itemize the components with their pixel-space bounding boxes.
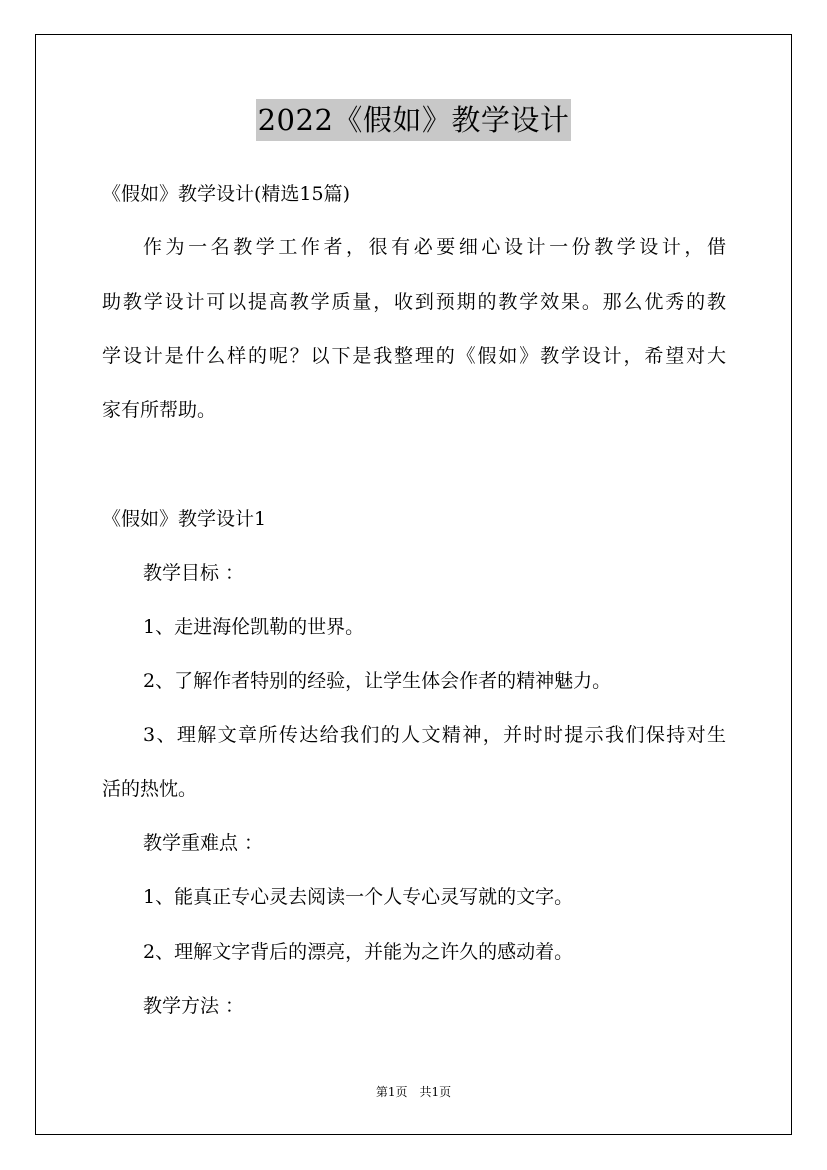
objective-1: 1、走进海伦凯勒的世界。 — [143, 616, 365, 638]
intro-line-2: 助教学设计可以提高教学质量，收到预期的教学效果。那么优秀的教 — [102, 291, 726, 313]
objective-3-line-1: 3、理解文章所传达给我们的人文精神，并时时提示我们保持对生 — [143, 724, 726, 746]
objectives-label: 教学目标 ： — [143, 562, 245, 584]
intro-line-3: 学设计是什么样的呢？以下是我整理的《假如》教学设计，希望对大 — [102, 345, 726, 367]
page-footer: 第1页 共1页 — [375, 1085, 452, 1099]
key-point-2: 2、理解文字背后的漂亮，并能为之许久的感动着。 — [143, 941, 574, 963]
subtitle: 《假如》教学设计(精选15篇) — [102, 183, 351, 205]
section-heading: 《假如》教学设计1 — [102, 508, 267, 530]
document-title: 2022《假如》教学设计 — [256, 99, 572, 141]
objective-3-line-2: 活的热忱。 — [102, 778, 198, 800]
objective-2: 2、了解作者特别的经验，让学生体会作者的精神魅力。 — [143, 670, 612, 692]
title-container — [0, 99, 827, 141]
intro-line-4: 家有所帮助。 — [102, 399, 217, 421]
key-points-label: 教学重难点 ： — [143, 832, 264, 854]
intro-line-1: 作为一名教学工作者，很有必要细心设计一份教学设计，借 — [143, 236, 726, 258]
key-point-1: 1、能真正专心灵去阅读一个人专心灵写就的文字。 — [143, 886, 574, 908]
methods-label: 教学方法 ： — [143, 995, 245, 1017]
